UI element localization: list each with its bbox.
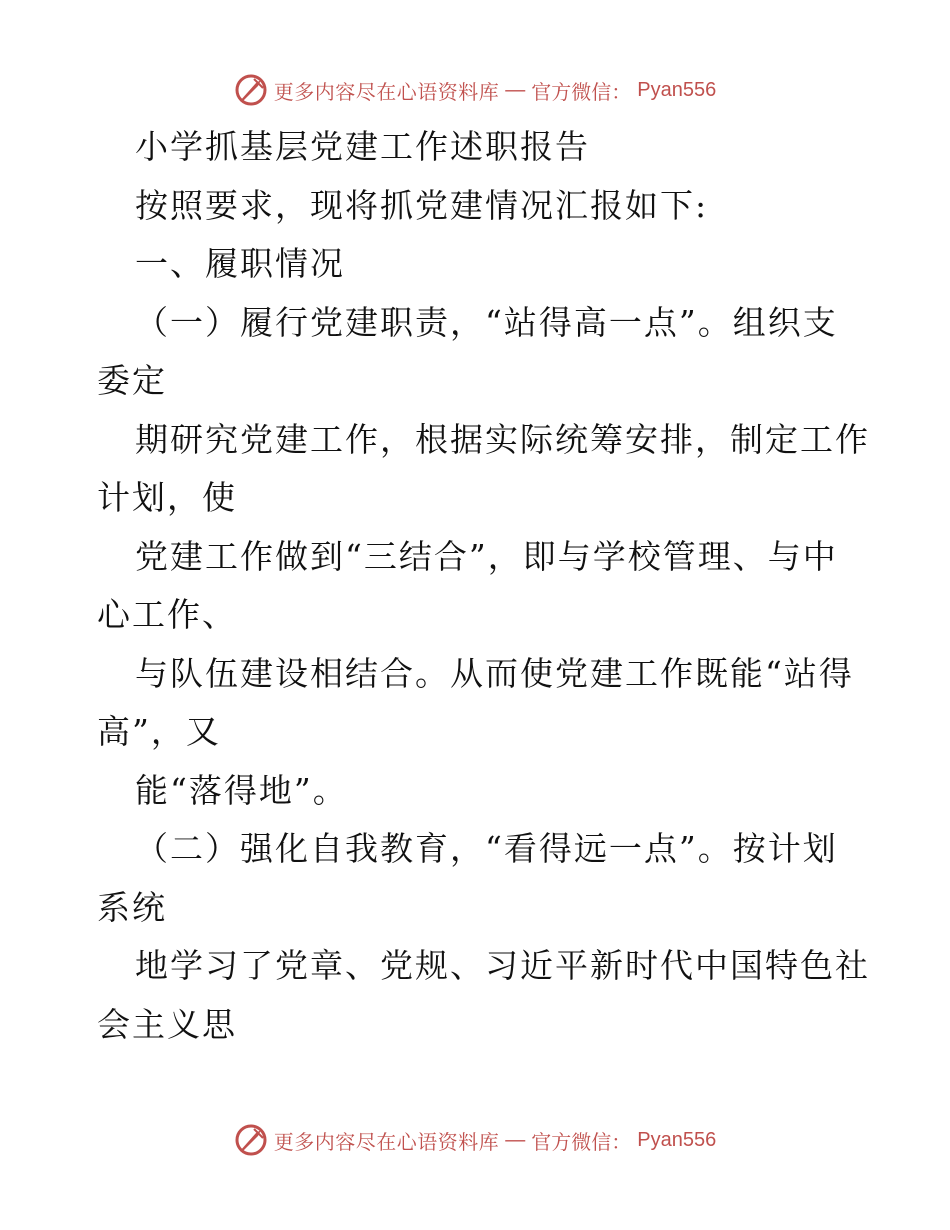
quill-pen-logo-icon	[234, 73, 268, 107]
document-body	[97, 118, 870, 1054]
section-heading: 一、履职情况	[135, 244, 345, 283]
banner-official-label: 官方微信：	[531, 79, 632, 104]
paragraph-line: 与队伍建设相结合。从而使党建工作既能“站得	[135, 653, 854, 693]
paragraph-line: 按照要求，现将抓党建情况汇报如下:	[135, 185, 709, 225]
banner-brand-text: 更多内容尽在心语资料库	[273, 1129, 500, 1154]
banner-wechat-id: Pyan556	[637, 1128, 717, 1151]
header-banner	[0, 72, 950, 108]
paragraph-line: 心工作、	[97, 595, 237, 634]
paragraph-line: 党建工作做到“三结合”，即与学校管理、与中	[135, 536, 838, 576]
quill-pen-logo-icon	[234, 1123, 268, 1157]
paragraph-line: 能“落得地”。	[135, 770, 348, 810]
paragraph-line: 系统	[97, 887, 167, 927]
document-title: 小学抓基层党建工作述职报告	[135, 127, 590, 166]
banner-brand-text: 更多内容尽在心语资料库	[273, 79, 500, 104]
banner-separator: —	[505, 78, 526, 101]
paragraph-line: 会主义思	[97, 1004, 237, 1044]
footer-banner	[0, 1122, 950, 1158]
paragraph-line: 高”，又	[97, 712, 221, 751]
banner-separator: —	[505, 1128, 526, 1151]
subsection-heading: （二）强化自我教育，“看得远一点”。按计划	[135, 829, 838, 868]
paragraph-line: 地学习了党章、党规、习近平新时代中国特色社	[135, 946, 870, 985]
paragraph-line: 计划，使	[97, 478, 237, 517]
paragraph-line: 委定	[97, 361, 167, 400]
paragraph-line: 期研究党建工作，根据实际统筹安排，制定工作	[135, 419, 870, 459]
banner-official-label: 官方微信：	[531, 1129, 632, 1154]
banner-wechat-id: Pyan556	[637, 78, 717, 101]
subsection-heading: （一）履行党建职责，“站得高一点”。组织支	[135, 302, 838, 342]
